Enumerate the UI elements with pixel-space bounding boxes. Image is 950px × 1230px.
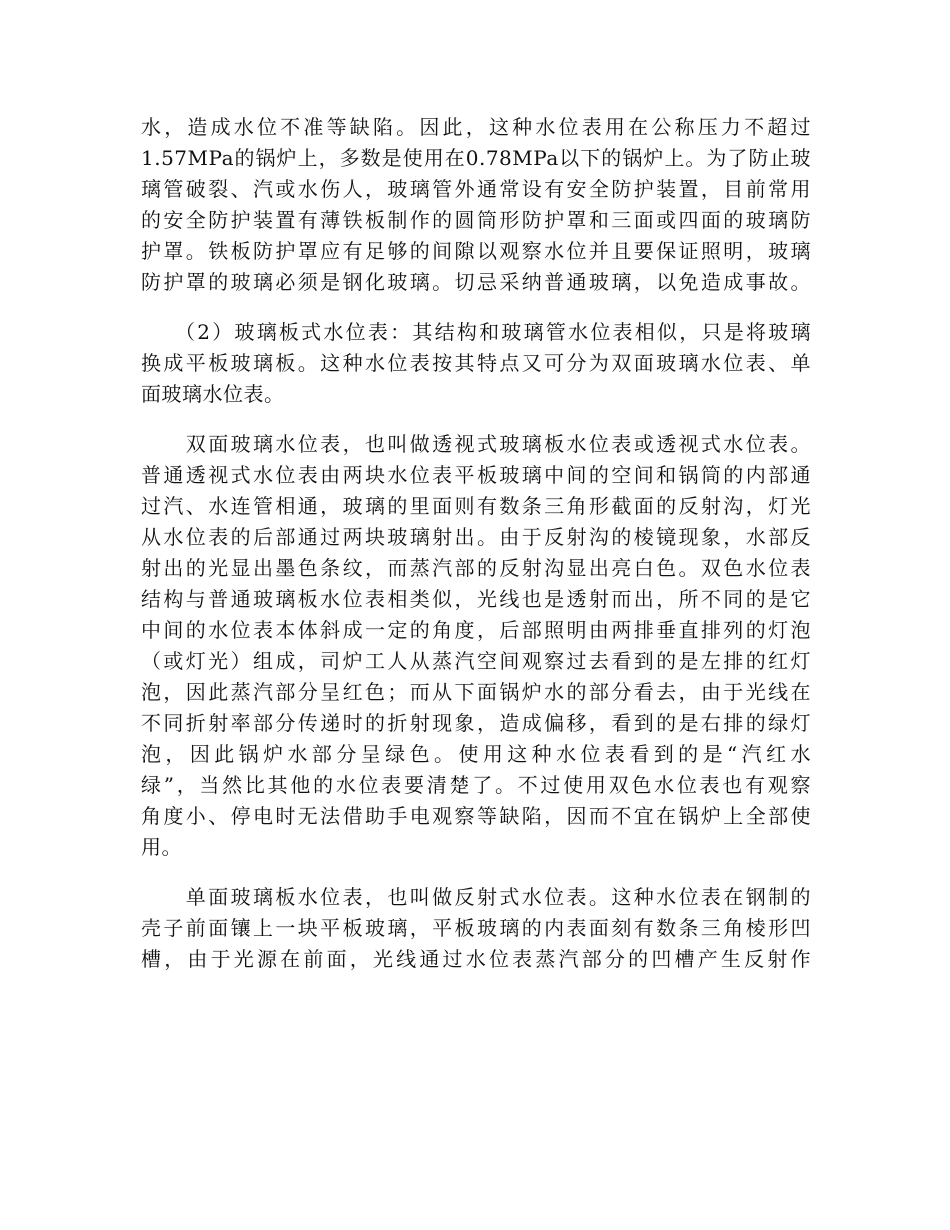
text-line: 单面玻璃板水位表，也叫做反射式水位表。这种水位表在钢制的 (141, 885, 811, 909)
text-line: 普通透视式水位表由两块水位表平板玻璃中间的空间和锅筒的内部通 (141, 463, 811, 487)
text-line: 角度小、停电时无法借助手电观察等缺陷，因而不宜在锅炉上全部使 (141, 804, 811, 828)
text-line: 水，造成水位不准等缺陷。因此，这种水位表用在公称压力不超过 (141, 115, 811, 139)
text-line: 的安全防护装置有薄铁板制作的圆筒形防护罩和三面或四面的玻璃防 (141, 208, 811, 232)
paragraph (141, 112, 811, 298)
paragraph (141, 429, 811, 863)
text-line: 换成平板玻璃板。这种水位表按其特点又可分为双面玻璃水位表、单 (141, 351, 811, 375)
text-line: 护罩。铁板防护罩应有足够的间隙以观察水位并且要保证照明，玻璃 (141, 239, 811, 263)
text-line: （或灯光）组成，司炉工人从蒸汽空间观察过去看到的是左排的红灯 (141, 649, 811, 673)
text-line: 中间的水位表本体斜成一定的角度，后部照明由两排垂直排列的灯泡 (141, 618, 811, 642)
text-line: 不同折射率部分传递时的折射现象，造成偏移，看到的是右排的绿灯 (141, 711, 811, 735)
paragraph (141, 882, 811, 975)
text-line: 1.57MPa的锅炉上，多数是使用在0.78MPa以下的锅炉上。为了防止玻 (141, 146, 811, 170)
paragraph-gap (141, 298, 811, 317)
paragraph-gap (141, 863, 811, 882)
text-line: 防护罩的玻璃必须是钢化玻璃。切忌采纳普通玻璃，以免造成事故。 (141, 270, 811, 294)
text-line: 双面玻璃水位表，也叫做透视式玻璃板水位表或透视式水位表。 (141, 432, 811, 456)
text-line: 从水位表的后部通过两块玻璃射出。由于反射沟的棱镜现象，水部反 (141, 525, 811, 549)
text-line: （2）玻璃板式水位表：其结构和玻璃管水位表相似，只是将玻璃 (175, 320, 811, 344)
body-text (141, 112, 811, 975)
text-line: 用。 (141, 835, 182, 859)
text-line: 绿”，当然比其他的水位表要清楚了。不过使用双色水位表也有观察 (141, 773, 811, 797)
paragraph-gap (141, 410, 811, 429)
text-line: 壳子前面镶上一块平板玻璃，平板玻璃的内表面刻有数条三角棱形凹 (141, 916, 811, 940)
text-line: 璃管破裂、汽或水伤人，玻璃管外通常设有安全防护装置，目前常用 (141, 177, 811, 201)
text-line: 过汽、水连管相通，玻璃的里面则有数条三角形截面的反射沟，灯光 (141, 494, 811, 518)
paragraph (141, 317, 811, 410)
text-line: 射出的光显出墨色条纹，而蒸汽部的反射沟显出亮白色。双色水位表 (141, 556, 811, 580)
text-line: 槽，由于光源在前面，光线通过水位表蒸汽部分的凹槽产生反射作 (141, 947, 811, 971)
text-line: 结构与普通玻璃板水位表相类似，光线也是透射而出，所不同的是它 (141, 587, 811, 611)
text-line: 泡，因此蒸汽部分呈红色；而从下面锅炉水的部分看去，由于光线在 (141, 680, 811, 704)
text-line: 面玻璃水位表。 (141, 382, 285, 406)
text-line: 泡，因此锅炉水部分呈绿色。使用这种水位表看到的是“汽红水 (141, 742, 811, 766)
